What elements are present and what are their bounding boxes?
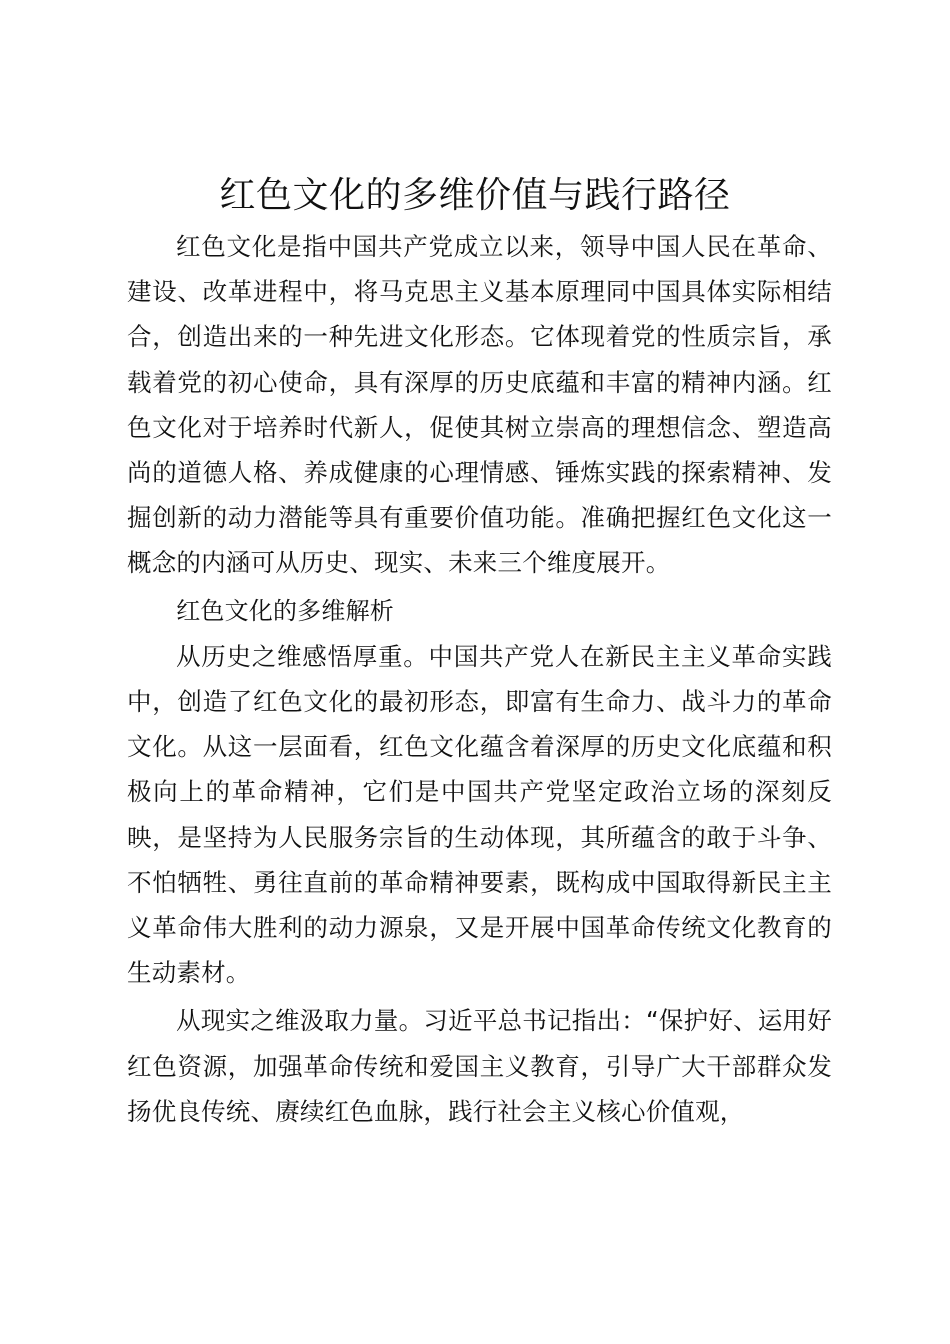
history-paragraph: 从历史之维感悟厚重。中国共产党人在新民主主义革命实践中，创造了红色文化的最初形态，即富有生命力、战斗力的革命文化。从这一层面看，红色文化蕴含着深厚的历史文化底蕴和积极向上的革命精神，它们是中国共产党坚定政治立场的深刻反映，是坚持为人民服务宗旨的生动体现，其所蕴含的敢于斗争、不怕牺牲、勇往直前的革命精神要素，既构成中国取得新民主主义革命伟大胜利的动力源泉，又是开展中国革命传统文化教育的生动素材。 (127, 641, 832, 988)
section-heading: 红色文化的多维解析 (176, 596, 394, 625)
intro-paragraph: 红色文化是指中国共产党成立以来，领导中国人民在革命、建设、改革进程中，将马克思主义基本原理同中国具体实际相结合，创造出来的一种先进文化形态。它体现着党的性质宗旨，承载着党的初心使命，具有深厚的历史底蕴和丰富的精神内涵。红色文化对于培养时代新人，促使其树立崇高的理想信念、塑造高尚的道德人格、养成健康的心理情感、锤炼实践的探索精神、发掘创新的动力潜能等具有重要价值功能。准确把握红色文化这一概念的内涵可从历史、现实、未来三个维度展开。 (127, 232, 832, 578)
reality-paragraph: 从现实之维汲取力量。习近平总书记指出：“保护好、运用好红色资源，加强革命传统和爱国主义教育，引导广大干部群众发扬优良传统、赓续红色血脉，践行社会主义核心价值观， (127, 1006, 832, 1126)
document-body (127, 224, 832, 1134)
document-title: 红色文化的多维价值与践行路径 (219, 175, 731, 216)
